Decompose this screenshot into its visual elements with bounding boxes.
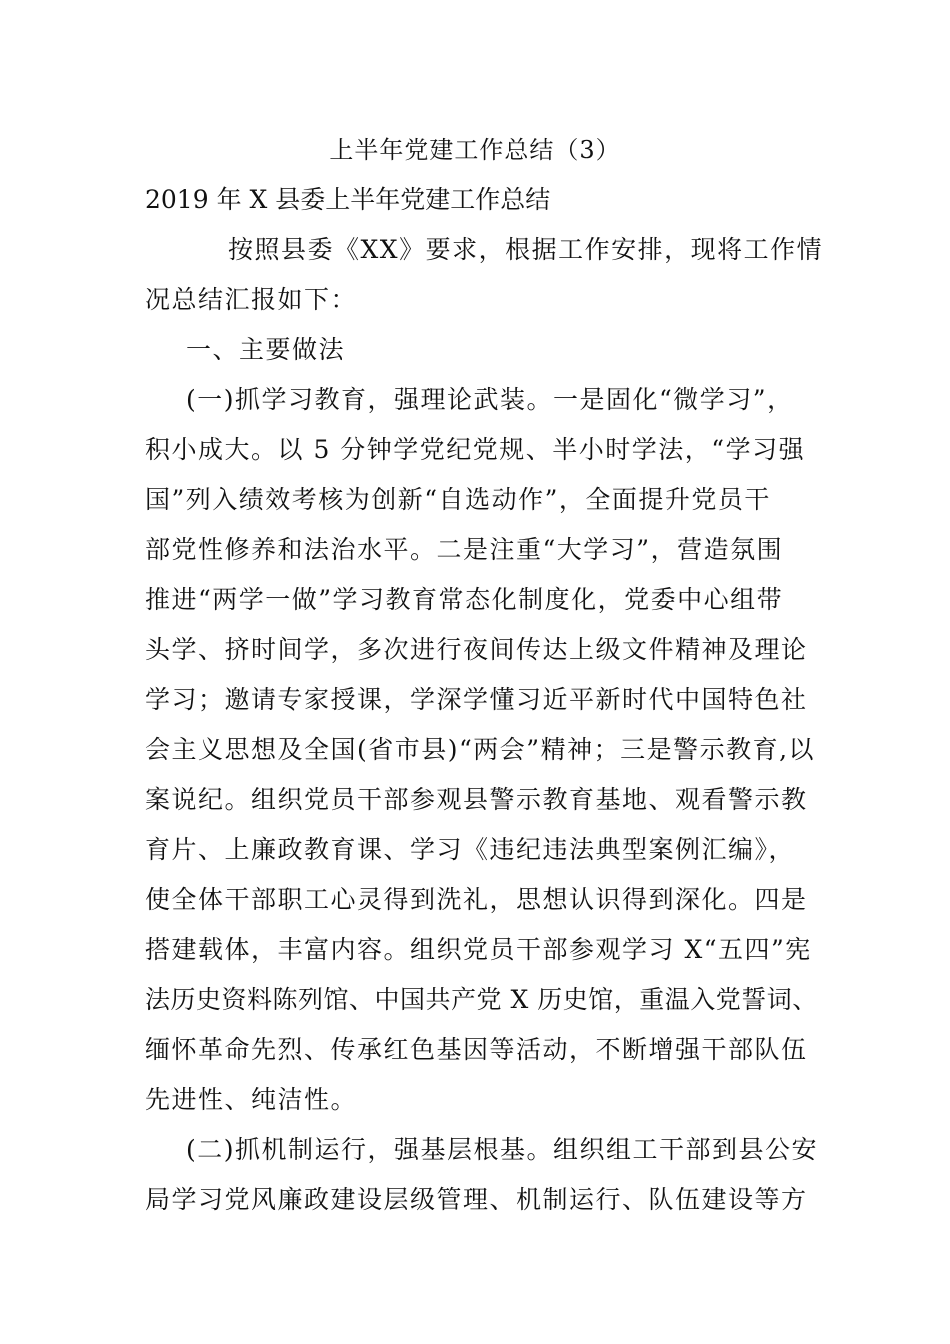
paragraph-line: 学习；邀请专家授课，学深学懂习近平新时代中国特色社 xyxy=(145,685,808,714)
document-subtitle: 2019 年 X 县委上半年党建工作总结 xyxy=(145,185,551,214)
paragraph-line: 使全体干部职工心灵得到洗礼，思想认识得到深化。四是 xyxy=(145,885,808,914)
paragraph-line: (一)抓学习教育，强理论武装。一是固化“微学习”， xyxy=(186,385,794,414)
section-heading: 一、主要做法 xyxy=(186,335,346,364)
paragraph-line: 局学习党风廉政建设层级管理、机制运行、队伍建设等方 xyxy=(145,1185,808,1214)
paragraph-line: 会主义思想及全国(省市县)“两会”精神；三是警示教育,以 xyxy=(145,735,816,764)
document-title: 上半年党建工作总结（3） xyxy=(329,136,621,164)
paragraph-line: 国”列入绩效考核为创新“自选动作”，全面提升党员干 xyxy=(145,485,771,514)
paragraph-line: 育片、上廉政教育课、学习《违纪违法典型案例汇编》， xyxy=(145,835,796,864)
paragraph-line: 案说纪。组织党员干部参观县警示教育基地、观看警示教 xyxy=(145,785,808,814)
paragraph-line: 部党性修养和法治水平。二是注重“大学习”，营造氛围 xyxy=(145,535,784,564)
paragraph-line: (二)抓机制运行，强基层根基。组织组工干部到县公安 xyxy=(186,1135,819,1164)
paragraph-line: 法历史资料陈列馆、中国共产党 X 历史馆，重温入党誓词、 xyxy=(145,985,818,1014)
paragraph-line: 况总结汇报如下： xyxy=(145,285,358,314)
paragraph-line: 推进“两学一做”学习教育常态化制度化，党委中心组带 xyxy=(145,585,784,614)
paragraph-line: 搭建载体，丰富内容。组织党员干部参观学习 X“五四”宪 xyxy=(145,935,812,964)
paragraph-line: 头学、挤时间学，多次进行夜间传达上级文件精神及理论 xyxy=(145,635,808,664)
paragraph-line: 缅怀革命先烈、传承红色基因等活动，不断增强干部队伍 xyxy=(145,1035,808,1064)
paragraph-line: 积小成大。以 5 分钟学党纪党规、半小时学法，“学习强 xyxy=(145,435,806,464)
paragraph-line: 按照县委《XX》要求，根据工作安排，现将工作情 xyxy=(228,235,824,264)
paragraph-line: 先进性、纯洁性。 xyxy=(145,1085,358,1114)
